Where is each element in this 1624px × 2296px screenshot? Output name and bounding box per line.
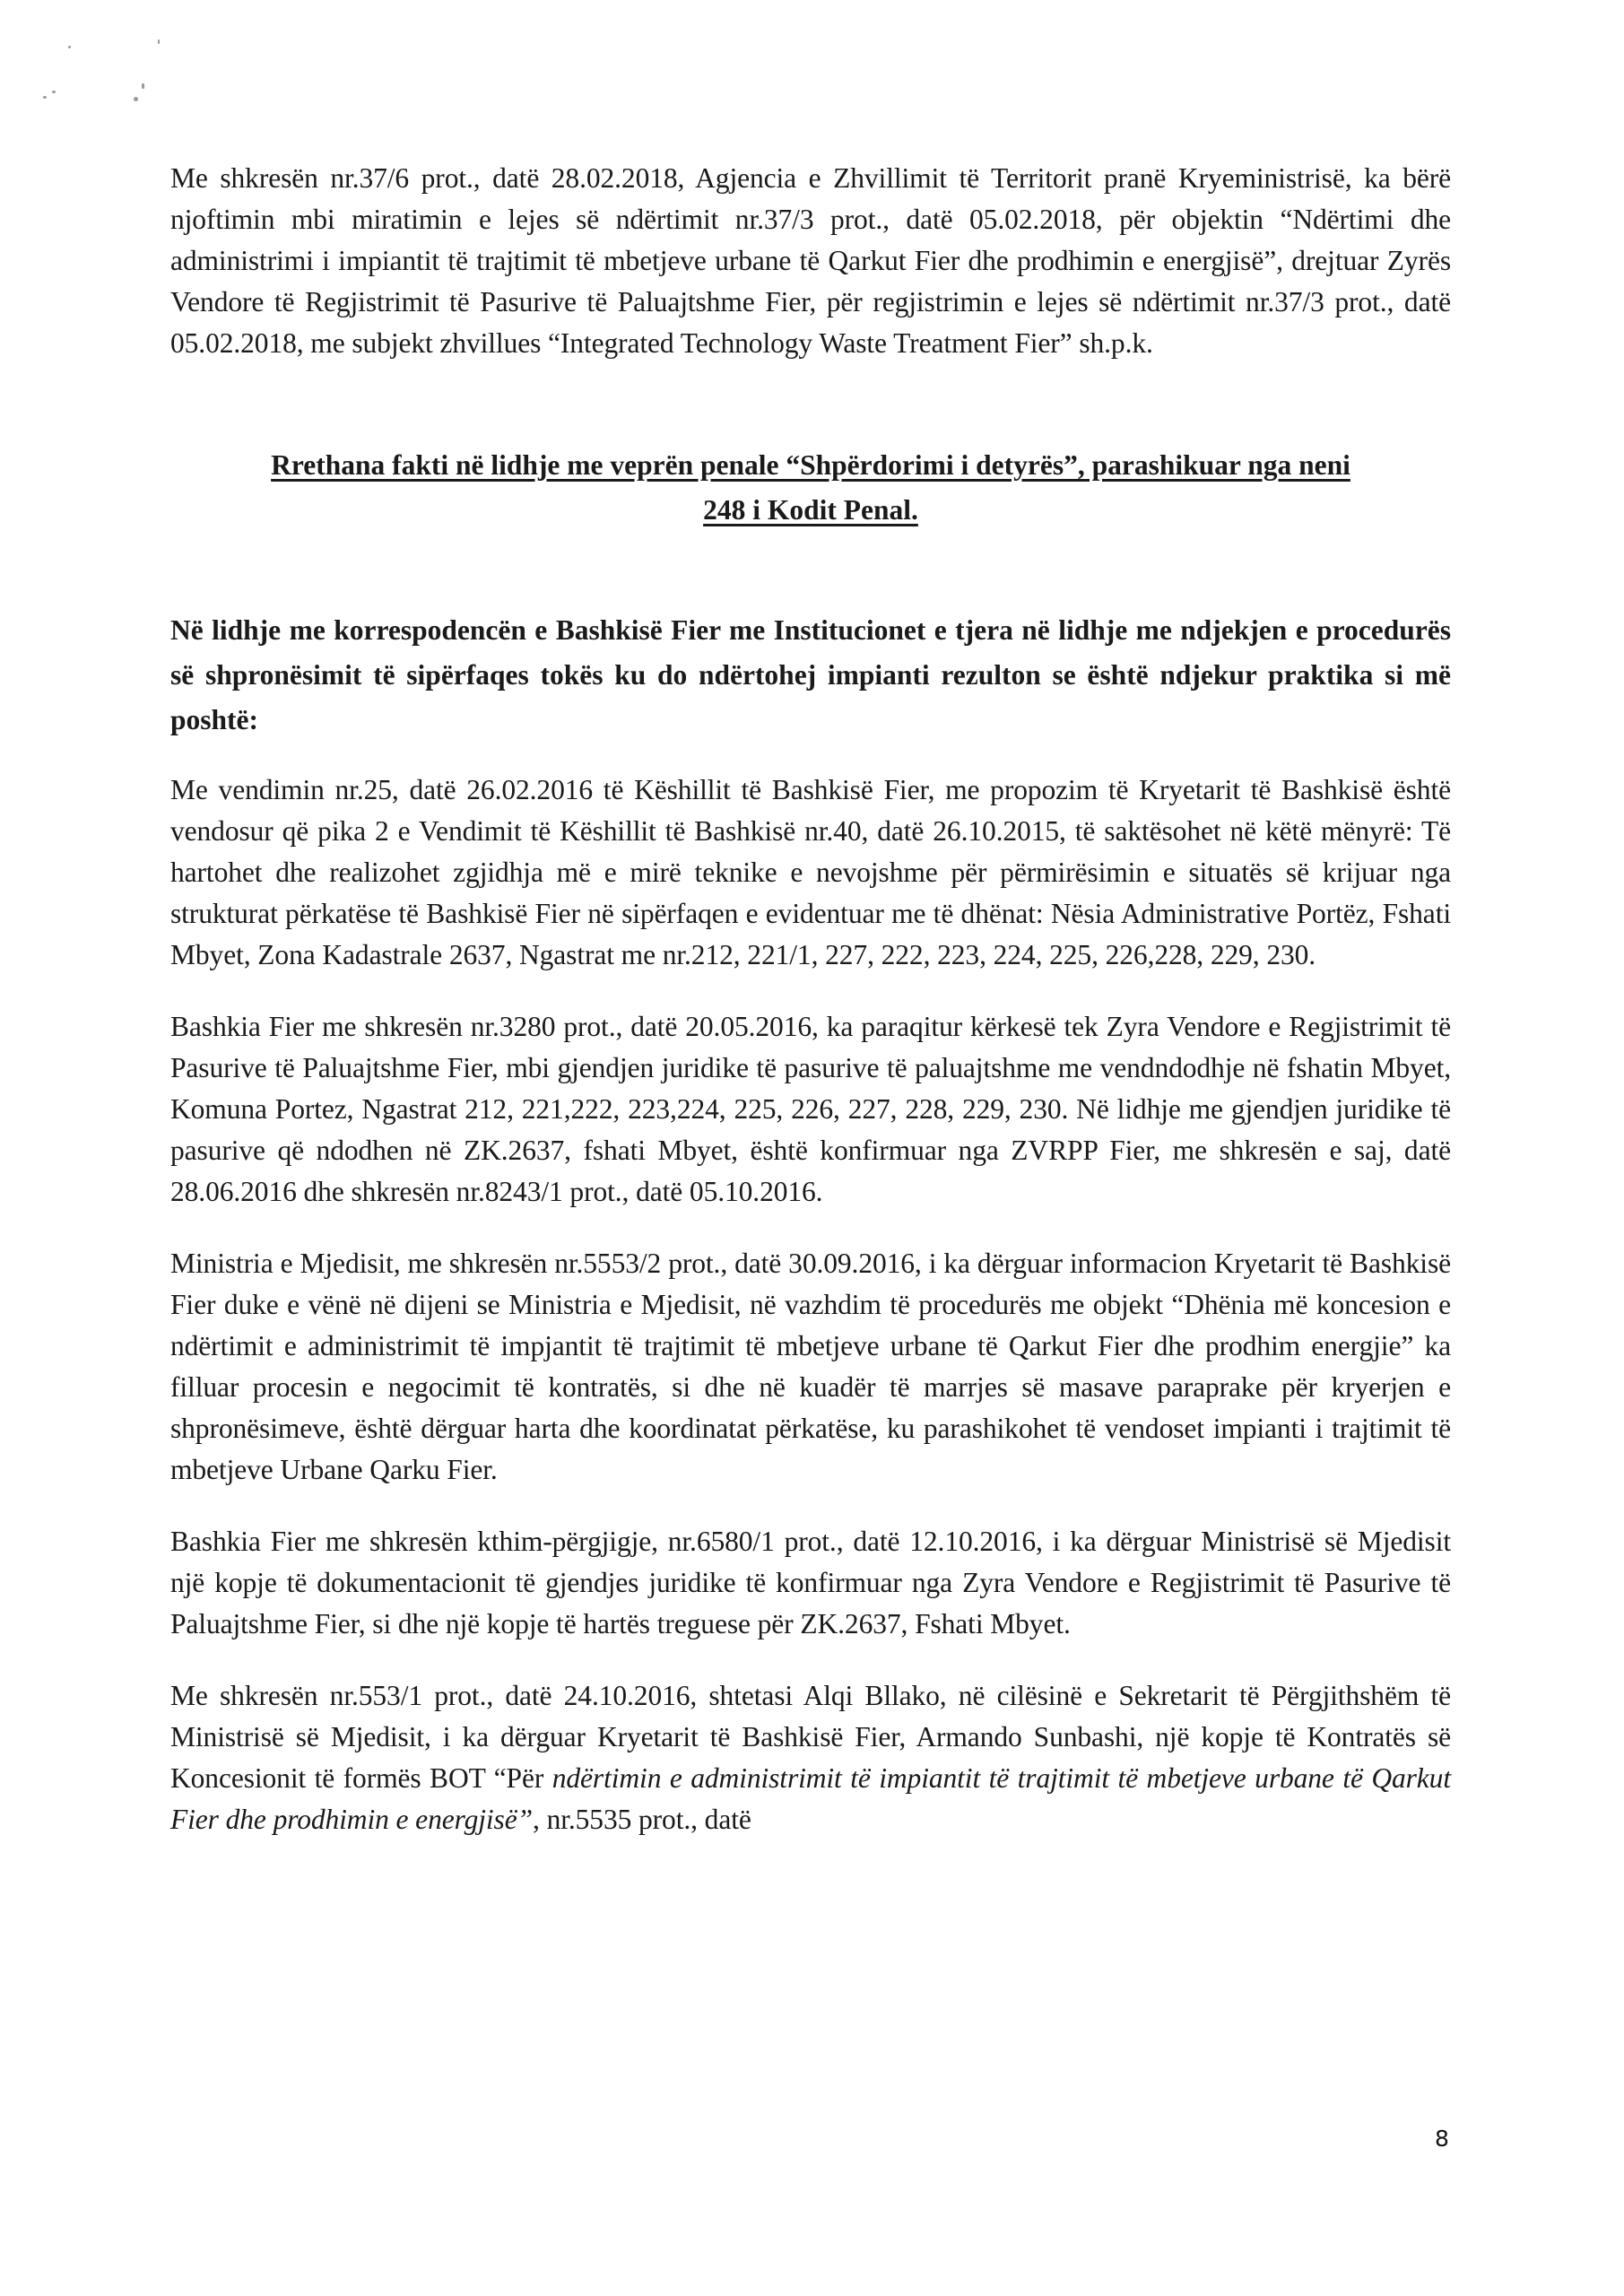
concession-intro: Me shkresën nr.553/1 prot., datë 24.10.2016, shtetasi Alqi Bllako, në cilësinë e Sekretarit të Përgjithshëm të Ministrisë së Mjedisit, i ka dërguar Kryetarit të Bashkisë Fier, Armando Sunbashi, një kopje të Kontratës së Koncesionit të formës BOT “Për — [170, 1680, 1451, 1794]
scan-speck — [134, 97, 138, 101]
concession-outro: , nr.5535 prot., datë — [533, 1804, 751, 1835]
paragraph-construction-permit: Me shkresën nr.37/6 prot., datë 28.02.2018, Agjencia e Zhvillimit të Territorit pranë Kryeministrisë, ka bërë njoftimin mbi miratimin e lejes së ndërtimit nr.37/3 prot., datë 05.02.2018, për objektin “Ndërtimi dhe administrimi i impiantit të trajtimit të mbetjeve urbane të Qarkut Fier dhe prodhimin e energjisë”, drejtuar Zyrës Vendore të Regjistrimit të Pasurive të Paluajtshme Fier, për regjistrimin e lejes së ndërtimit nr.37/3 prot., datë 05.02.2018, me subjekt zhvillues “Integrated Technology Waste Treatment Fier” sh.p.k. — [170, 162, 1451, 359]
scan-speck — [158, 39, 160, 44]
scan-speck — [43, 96, 47, 99]
paragraph-concession-contract — [170, 1675, 1451, 1840]
scan-speck — [142, 83, 144, 89]
paragraph-council-decision: Me vendimin nr.25, datë 26.02.2016 të Këshillit të Bashkisë Fier, me propozim të Kryetarit të Bashkisë është vendosur që pika 2 e Vendimit të Këshillit të Bashkisë nr.40, datë 26.10.2015, të saktësohet në këtë mënyrë: Të hartohet dhe realizohet zgjidhja më e mirë teknike e nevojshme për përmirësimin e situatës së krijuar nga strukturat përkatëse të Bashkisë Fier në sipërfaqen e evidentuar me të dhënat: Nësia Administrative Portëz, Fshati Mbyet, Zona Kadastrale 2637, Ngastrat me nr.212, 221/1, 227, 222, 223, 224, 225, 226,228, 229, 230. — [170, 774, 1451, 970]
document-body — [170, 158, 1451, 1871]
paragraph-municipality-request: Bashkia Fier me shkresën nr.3280 prot., datë 20.05.2016, ka paraqitur kërkesë tek Zyra Vendore e Regjistrimit të Pasurive të Paluajtshme Fier, mbi gjendjen juridike të pasurive të paluajtshme me vendndodhje në fshatin Mbyet, Komuna Portez, Ngastrat 212, 221,222, 223,224, 225, 226, 227, 228, 229, 230. Në lidhje me gjendjen juridike të pasurive që ndodhen në ZK.2637, fshati Mbyet, është konfirmuar nga ZVRPP Fier, me shkresën e saj, datë 28.06.2016 dhe shkresën nr.8243/1 prot., datë 05.10.2016. — [170, 1011, 1451, 1207]
section-heading — [170, 443, 1451, 533]
lead-paragraph: Në lidhje me korrespodencën e Bashkisë Fier me Institucionet e tjera në lidhje me ndjekjen e procedurës së shpronësimit të sipërfaqes tokës ku do ndërtohej impianti rezulton se është ndjekur praktika si më poshtë: — [170, 614, 1451, 735]
paragraph-municipality-reply: Bashkia Fier me shkresën kthim-përgjigje, nr.6580/1 prot., datë 12.10.2016, i ka dërguar Ministrisë së Mjedisit një kopje të dokumentacionit të gjendjes juridike të konfirmuar nga Zyra Vendore e Regjistrimit të Pasurive të Paluajtshme Fier, si dhe një kopje të hartës treguese për ZK.2637, Fshati Mbyet. — [170, 1526, 1451, 1639]
scan-speck — [52, 91, 56, 93]
section-heading-line-2: 248 i Kodit Penal. — [703, 494, 918, 526]
paragraph-ministry-information: Ministria e Mjedisit, me shkresën nr.5553/2 prot., datë 30.09.2016, i ka dërguar informacion Kryetarit të Bashkisë Fier duke e vënë në dijeni se Ministria e Mjedisit, në vazhdim të procedurës me objekt “Dhënia më koncesion e ndërtimit e administrimit të impjantit të trajtimit të mbetjeve urbane të Qarkut Fier dhe prodhim energjie” ka filluar procesin e negocimit të kontratës, si dhe në kuadër të marrjes së masave paraprake për kryerjen e shpronësimeve, është dërguar harta dhe koordinatat përkatëse, ku parashikohet të vendoset impianti i trajtimit të mbetjeve Urbane Qarku Fier. — [170, 1248, 1451, 1485]
section-heading-line-1: Rrethana fakti në lidhje me veprën penale “Shpërdorimi i detyrës”, parashikuar nga neni — [271, 449, 1350, 481]
concession-title-italic: ndërtimin e administrimit të impiantit të trajtimit të mbetjeve urbane të Qarkut Fier dhe prodhimin e energjisë” — [170, 1762, 1451, 1835]
scan-speck — [68, 46, 71, 48]
scan-specks — [0, 0, 269, 144]
page-number: 8 — [1435, 2126, 1449, 2152]
